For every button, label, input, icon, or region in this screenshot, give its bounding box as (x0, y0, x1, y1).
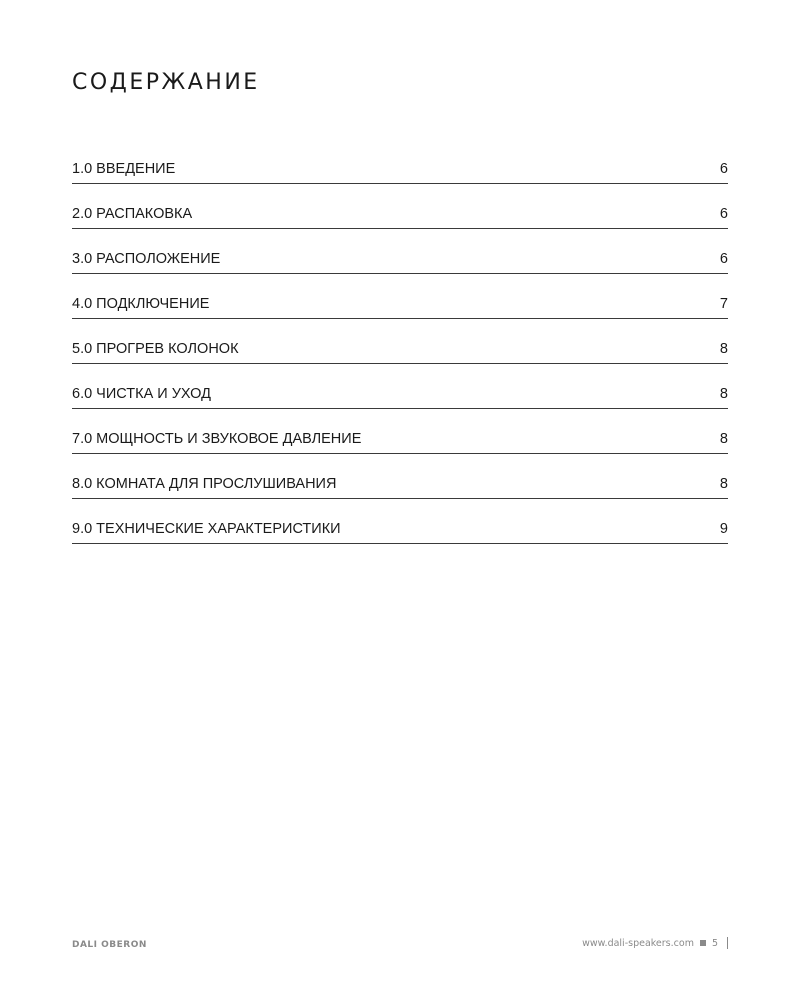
toc-item-introduction[interactable] (72, 139, 728, 184)
toc-item-label: 2.0 РАСПАКОВКА (72, 206, 193, 222)
vertical-divider-icon (727, 937, 728, 949)
toc-item-label: 1.0 ВВЕДЕНИЕ (72, 161, 176, 177)
toc-item-break-in[interactable] (72, 319, 728, 364)
toc-item-cleaning[interactable] (72, 364, 728, 409)
footer-website[interactable]: www.dali-speakers.com (582, 937, 694, 949)
table-of-contents (72, 139, 728, 544)
toc-item-page: 9 (719, 521, 728, 537)
toc-item-placement[interactable] (72, 229, 728, 274)
toc-item-page: 8 (719, 476, 728, 492)
toc-item-label: 3.0 РАСПОЛОЖЕНИЕ (72, 251, 221, 267)
toc-item-listening-room[interactable] (72, 454, 728, 499)
toc-item-label: 8.0 КОМНАТА ДЛЯ ПРОСЛУШИВАНИЯ (72, 476, 337, 492)
toc-item-label: 4.0 ПОДКЛЮЧЕНИЕ (72, 296, 210, 312)
toc-item-label: 9.0 ТЕХНИЧЕСКИЕ ХАРАКТЕРИСТИКИ (72, 521, 341, 537)
toc-item-specifications[interactable] (72, 499, 728, 544)
toc-item-page: 8 (719, 431, 728, 447)
toc-item-page: 8 (719, 386, 728, 402)
footer-page-number: 5 (711, 937, 718, 949)
footer-page-info (582, 937, 728, 949)
toc-item-page: 8 (719, 341, 728, 357)
square-bullet-icon (700, 940, 706, 946)
toc-item-page: 6 (719, 161, 728, 177)
toc-item-connection[interactable] (72, 274, 728, 319)
toc-item-label: 7.0 МОЩНОСТЬ И ЗВУКОВОЕ ДАВЛЕНИЕ (72, 431, 362, 447)
toc-item-unpacking[interactable] (72, 184, 728, 229)
toc-item-label: 6.0 ЧИСТКА И УХОД (72, 386, 211, 402)
toc-item-page: 7 (719, 296, 728, 312)
toc-item-page: 6 (719, 251, 728, 267)
toc-item-power[interactable] (72, 409, 728, 454)
footer-brand: DALI OBERON (72, 940, 147, 950)
page-title: СОДЕРЖАНИЕ (72, 70, 260, 95)
toc-item-label: 5.0 ПРОГРЕВ КОЛОНОК (72, 341, 239, 357)
toc-item-page: 6 (719, 206, 728, 222)
